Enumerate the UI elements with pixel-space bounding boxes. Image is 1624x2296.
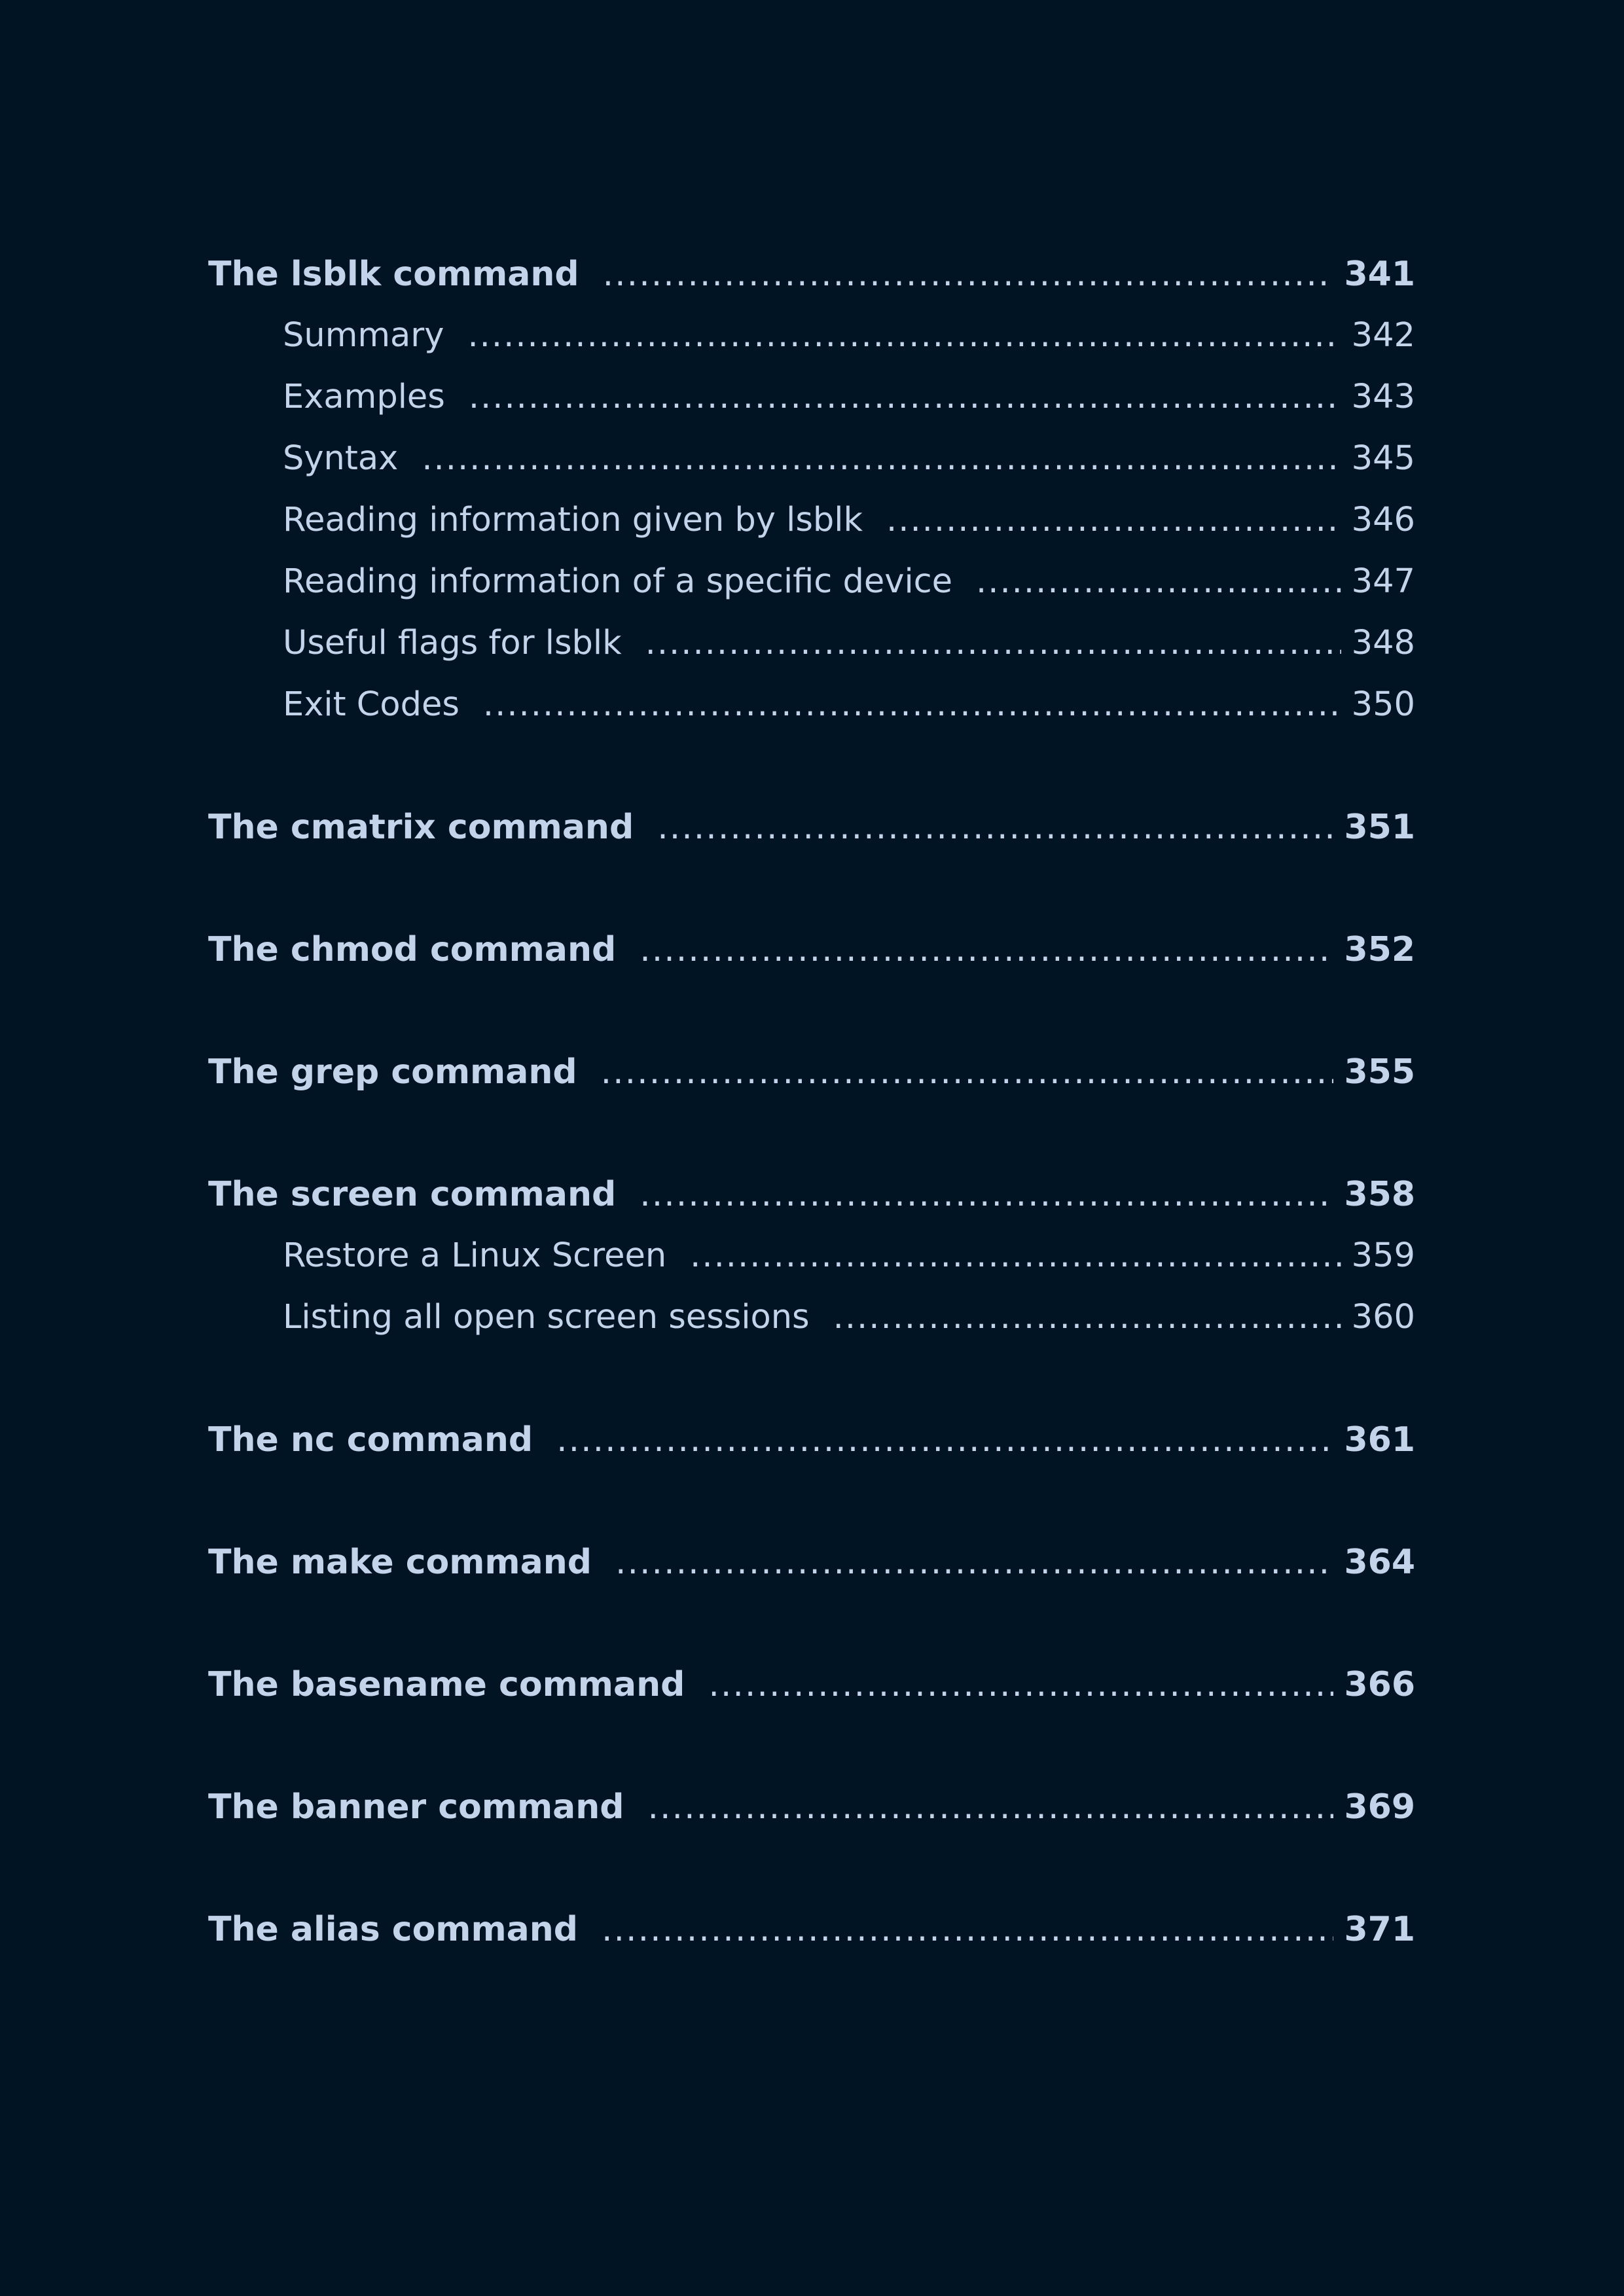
- dot-leader: [976, 551, 1341, 613]
- toc-entry-title: Reading information of a specific device: [283, 562, 953, 601]
- toc-entry-title: Syntax: [283, 439, 399, 478]
- dot-leader: [467, 305, 1341, 367]
- toc-entry-page: 342: [1351, 316, 1415, 355]
- toc-entry-title: The nc command: [208, 1420, 533, 1460]
- table-of-contents: [208, 243, 1415, 1960]
- toc-entry-chmod[interactable]: [208, 919, 1415, 980]
- toc-entry-make[interactable]: [208, 1532, 1415, 1593]
- toc-entry-title: The cmatrix command: [208, 808, 634, 847]
- toc-entry-page: 343: [1351, 378, 1415, 416]
- dot-leader: [886, 490, 1341, 551]
- toc-entry-page: 355: [1344, 1052, 1415, 1092]
- toc-entry-title: The chmod command: [208, 930, 617, 969]
- toc-entry-page: 366: [1344, 1665, 1415, 1704]
- toc-entry-title: Listing all open screen sessions: [283, 1298, 810, 1336]
- dot-leader: [483, 674, 1341, 736]
- dot-leader: [833, 1287, 1341, 1348]
- toc-entry-restore-screen[interactable]: [208, 1225, 1415, 1287]
- toc-entry-page: 361: [1344, 1420, 1415, 1460]
- toc-entry-page: 341: [1344, 255, 1415, 294]
- toc-entry-listing-sessions[interactable]: [208, 1287, 1415, 1348]
- toc-entry-page: 346: [1351, 501, 1415, 539]
- dot-leader: [615, 1532, 1334, 1593]
- dot-leader: [469, 367, 1341, 428]
- toc-entry-exit-codes[interactable]: [208, 674, 1415, 736]
- dot-leader: [422, 428, 1341, 490]
- toc-entry-specific-device[interactable]: [208, 551, 1415, 613]
- dot-leader: [603, 243, 1334, 305]
- toc-entry-title: The make command: [208, 1543, 592, 1582]
- toc-entry-reading-information[interactable]: [208, 490, 1415, 551]
- toc-entry-examples[interactable]: [208, 367, 1415, 428]
- dot-leader: [708, 1654, 1333, 1715]
- toc-entry-title: Exit Codes: [283, 685, 460, 724]
- dot-leader: [640, 919, 1333, 980]
- toc-entry-syntax[interactable]: [208, 428, 1415, 490]
- toc-entry-title: The basename command: [208, 1665, 685, 1704]
- toc-entry-alias[interactable]: [208, 1899, 1415, 1960]
- dot-leader: [645, 613, 1341, 674]
- toc-entry-page: 351: [1344, 808, 1415, 847]
- toc-entry-title: The grep command: [208, 1052, 577, 1092]
- toc-entry-lsblk[interactable]: [208, 243, 1415, 305]
- dot-leader: [556, 1409, 1333, 1471]
- toc-entry-title: The lsblk command: [208, 255, 579, 294]
- toc-entry-page: 360: [1351, 1298, 1415, 1336]
- toc-entry-title: The alias command: [208, 1910, 578, 1949]
- toc-entry-page: 359: [1351, 1236, 1415, 1275]
- toc-entry-cmatrix[interactable]: [208, 797, 1415, 858]
- toc-entry-title: Restore a Linux Screen: [283, 1236, 667, 1275]
- toc-entry-page: 350: [1351, 685, 1415, 724]
- toc-entry-title: Reading information given by lsblk: [283, 501, 863, 539]
- dot-leader: [657, 797, 1333, 858]
- dot-leader: [601, 1041, 1334, 1103]
- toc-entry-title: Useful flags for lsblk: [283, 624, 622, 662]
- toc-entry-summary[interactable]: [208, 305, 1415, 367]
- toc-entry-page: 345: [1351, 439, 1415, 478]
- toc-entry-title: Summary: [283, 316, 444, 355]
- dot-leader: [647, 1776, 1333, 1838]
- toc-entry-page: 352: [1344, 930, 1415, 969]
- dot-leader: [690, 1225, 1341, 1287]
- dot-leader: [602, 1899, 1333, 1960]
- toc-entry-page: 364: [1344, 1543, 1415, 1582]
- toc-entry-banner[interactable]: [208, 1776, 1415, 1838]
- dot-leader: [640, 1164, 1333, 1225]
- toc-entry-screen[interactable]: [208, 1164, 1415, 1225]
- toc-entry-page: 371: [1344, 1910, 1415, 1949]
- toc-entry-useful-flags[interactable]: [208, 613, 1415, 674]
- toc-entry-grep[interactable]: [208, 1041, 1415, 1103]
- toc-entry-page: 348: [1351, 624, 1415, 662]
- toc-entry-page: 369: [1344, 1787, 1415, 1827]
- toc-entry-title: The screen command: [208, 1175, 617, 1214]
- toc-entry-basename[interactable]: [208, 1654, 1415, 1715]
- toc-entry-title: The banner command: [208, 1787, 624, 1827]
- toc-entry-page: 358: [1344, 1175, 1415, 1214]
- toc-entry-nc[interactable]: [208, 1409, 1415, 1471]
- toc-entry-page: 347: [1351, 562, 1415, 601]
- toc-entry-title: Examples: [283, 378, 445, 416]
